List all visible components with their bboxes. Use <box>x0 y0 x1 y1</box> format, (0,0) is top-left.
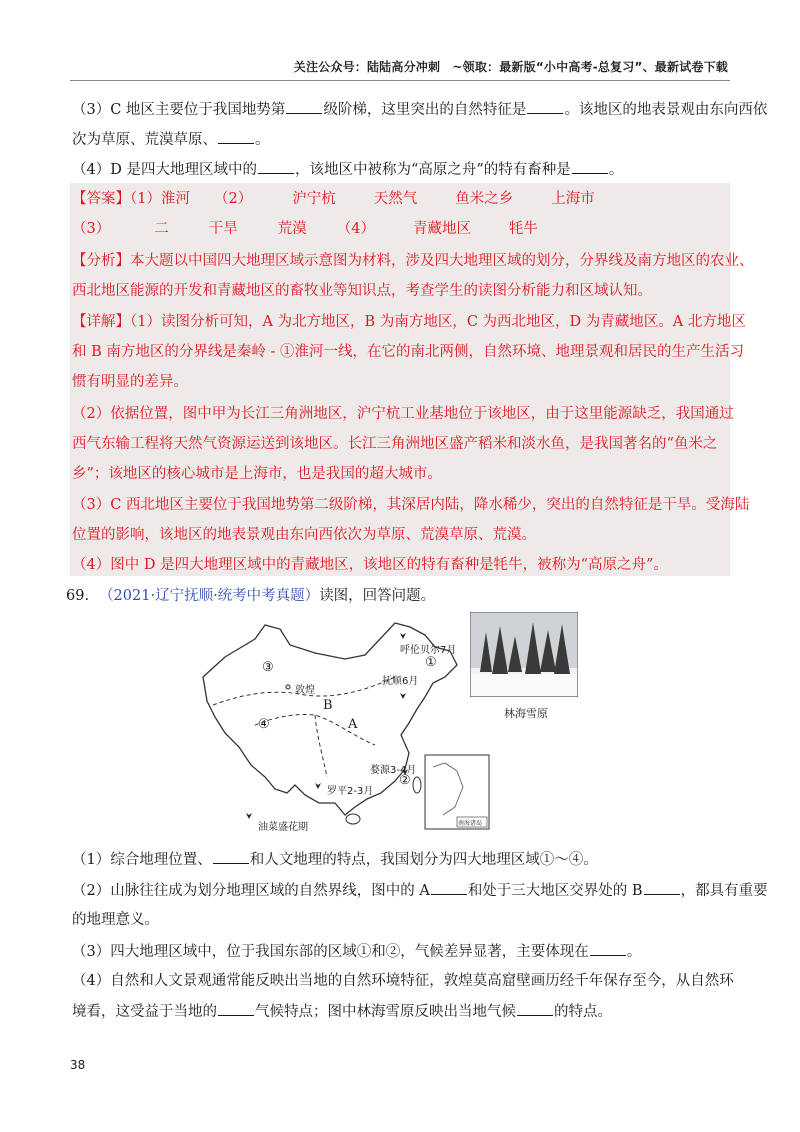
legend-label: 油菜盛花期 <box>258 822 308 833</box>
dunhuang-label: 敦煌 <box>295 685 315 696</box>
blank <box>590 941 626 956</box>
fushun-label: 抚顺6月 <box>382 676 419 687</box>
wuyuan-label: 婺源3-4月 <box>370 765 417 776</box>
flower-icon <box>400 633 406 639</box>
q69-item4: （4）自然和人文景观通常能反映出当地的自然环境特征，敦煌莫高窟壁画历经千年保存至今，从自然环 <box>72 973 734 989</box>
page-header: 关注公众号：陆陆高分冲刺 ~领取：最新版“小中高考-总复习”、最新试卷下载 <box>293 60 728 74</box>
blank <box>213 849 249 864</box>
flower-icon <box>246 813 252 819</box>
hulunbuir-label: 呼伦贝尔7月 <box>400 645 457 656</box>
hainan-island <box>346 814 360 824</box>
blank <box>258 159 294 174</box>
q69-item4-cont: 境看，这受益于当地的 气候特点；图中林海雪原反映出当地气候 的特点。 <box>72 1001 612 1022</box>
map-label-B: B <box>323 698 333 713</box>
analysis-line2: 西北地区能源的开发和青藏地区的畜牧业等知识点，考查学生的读图分析能力和区域认知。 <box>72 283 652 299</box>
snow-forest-photo <box>470 612 578 697</box>
blank <box>431 880 467 895</box>
dunhuang-dot <box>286 685 290 689</box>
map-label-A: A <box>348 717 358 732</box>
detail-p2-l2: 西气东输工程将天然气资源运送到该地区。长江三角洲地区盛产稻米和淡水鱼，是我国著名的“鱼米之 <box>72 436 718 452</box>
region-3-label: ③ <box>262 660 274 675</box>
q69-item1: （1）综合地理位置、 和人文地理的特点，我国划分为四大地理区域①～④。 <box>72 849 598 870</box>
detail-p4-l1: （4）图中 D 是四大地理区域中的青藏地区，该地区的特有畜种是牦牛，被称为“高原之舟”。 <box>72 557 668 573</box>
blank <box>218 1001 254 1016</box>
region-2-label: ② <box>399 773 411 788</box>
boundary-dashed-3 <box>315 715 327 777</box>
q3-line2: 次为草原、荒漠草原、 。 <box>72 129 270 150</box>
inset-label: 南海诸岛 <box>458 820 483 827</box>
blank <box>527 99 563 114</box>
answer-row1: 【答案】（1）淮河 （2） 沪宁杭 天然气 鱼米之乡 上海市 <box>72 191 595 207</box>
page-number: 38 <box>70 1058 86 1072</box>
blank <box>286 99 322 114</box>
detail-p2-l1: （2）依据位置，图中甲为长江三角洲地区，沪宁杭工业基地位于该地区，由于这里能源缺乏，我国通过 <box>72 406 734 422</box>
answer-row2: （3） 二 干旱 荒漠 （4） 青藏地区 牦牛 <box>72 221 538 237</box>
detail-p3-l1: （3）C 西北地区主要位于我国地势第二级阶梯，其深居内陆，降水稀少，突出的自然特征是干旱。受海陆 <box>72 497 750 513</box>
blank <box>218 129 254 144</box>
photo-caption: 林海雪原 <box>504 707 548 720</box>
detail-p1-l1: 【详解】（1）读图分析可知，A 为北方地区，B 为南方地区，C 为西北地区，D 为青藏地区。A 北方地区 <box>72 314 746 330</box>
taiwan-island <box>413 777 421 793</box>
detail-p2-l3: 乡”；该地区的核心城市是上海市，也是我国的超大城市。 <box>72 466 442 482</box>
q69-item3: （3）四大地理区域中，位于我国东部的区域①和②，气候差异显著，主要体现在 。 <box>72 941 641 962</box>
analysis-line1: 【分析】本大题以中国四大地理区域示意图为材料，涉及四大地理区域的划分，分界线及南方地区的农业、 <box>72 253 754 269</box>
luoping-label: 罗平2-3月 <box>327 786 374 797</box>
q4-line: （4）D 是四大地理区域中的 ，该地区中被称为“高原之舟”的特有畜种是 。 <box>72 159 623 180</box>
region-4-label: ④ <box>258 717 270 732</box>
region-1-label: ① <box>425 655 437 670</box>
detail-p1-l3: 惯有明显的差异。 <box>72 374 188 390</box>
q69-source: （2021·辽宁抚顺·统考中考真题） <box>99 588 320 604</box>
q3-line1: （3）C 地区主要位于我国地势第 级阶梯，这里突出的自然特征是 。该地区的地表景观由东向西依 <box>72 99 767 120</box>
flower-icon <box>315 783 321 789</box>
header-rule <box>70 80 730 81</box>
q69-header: 69. （2021·辽宁抚顺·统考中考真题）读图，回答问题。 <box>66 588 436 604</box>
q69-item2: （2）山脉往往成为划分地理区域的自然界线，图中的 A 和处于三大地区交界处的 B ，都具有重要 <box>72 880 768 901</box>
q69-item2-cont: 的地理意义。 <box>72 912 159 928</box>
detail-p3-l2: 位置的影响，该地区的地表景观由东向西依次为草原、荒漠草原、荒漠。 <box>72 527 536 543</box>
detail-p1-l2: 和 B 南方地区的分界线是秦岭 - ①淮河一线，在它的南北两侧，自然环境、地理景观和居民的生产生活习 <box>72 344 744 360</box>
blank <box>644 880 680 895</box>
blank <box>517 1001 553 1016</box>
blank <box>572 159 608 174</box>
flower-icon <box>400 693 406 699</box>
